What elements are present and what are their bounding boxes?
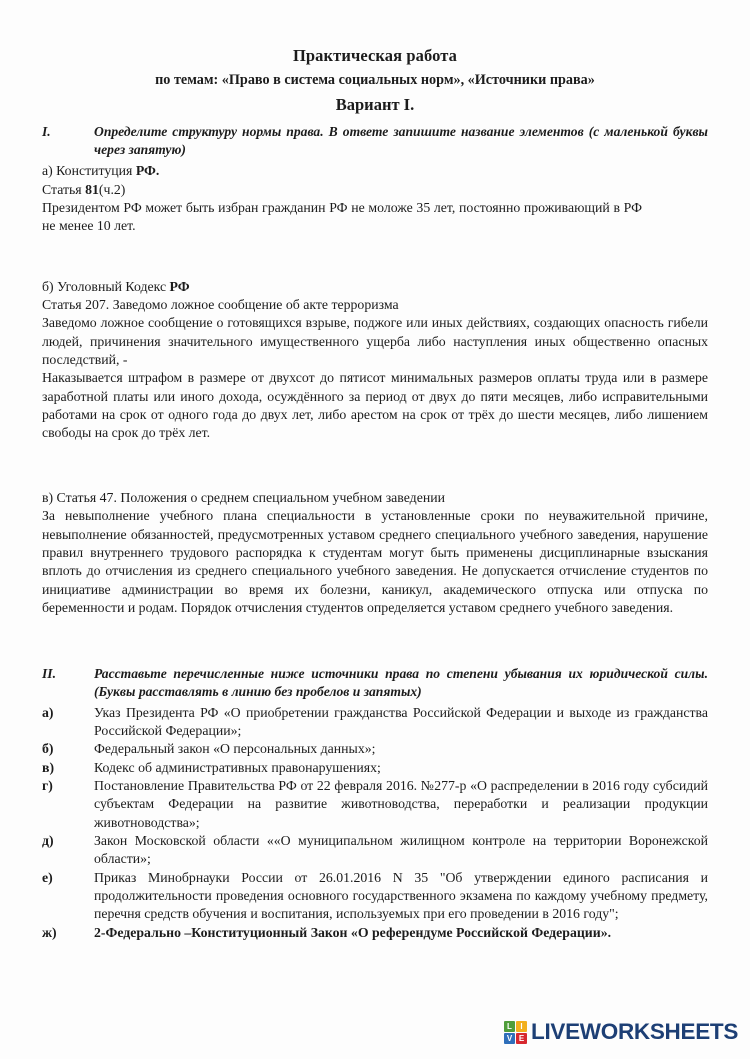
list-item <box>42 869 708 924</box>
list-item-text: Постановление Правительства РФ от 22 февраля 2016. №277-р «О распределении в 2016 году субсидий субъектам Федерации на развитие животноводства, переработки и реализации продукции животноводства»; <box>94 777 708 830</box>
item-b-body-2: Наказывается штрафом в размере от двухсот до пятисот минимальных размеров оплаты труда или в размере заработной платы или иного дохода, осуждённого за период от двух до пяти месяцев, либо исправительными работами на срок от одного года до двух лет, либо арестом на срок от трёх до шести месяцев, либо лишением свободы на срок до трёх лет. <box>42 370 708 441</box>
list-item-text: Кодекс об административных правонарушениях; <box>94 759 381 775</box>
item-b-label-bold: РФ <box>169 278 190 294</box>
item-v-article: в) Статья 47. Положения о среднем специальном учебном заведении <box>42 489 445 505</box>
variant-heading: Вариант I. <box>335 95 415 115</box>
list-item <box>42 740 708 758</box>
list-item-text: Федеральный закон «О персональных данных»; <box>94 741 376 757</box>
logo-cell-l: L <box>504 1021 515 1032</box>
list-item <box>42 759 708 777</box>
item-a-article-part: (ч.2) <box>98 181 126 197</box>
item-a-label-text: а) Конституция <box>42 163 136 179</box>
list-item-text: Закон Московской области ««О муниципальном жилищном контроле на территории Воронежской области»; <box>94 832 708 867</box>
list-item-text: Приказ Минобрнауки России от 26.01.2016 N 35 "Об утверждении единого расписания и продолжительности проведения основного государственного экзамена по каждому учебному предмету, перечня средств обучения и воспитания, используемых при его проведении в 2016 году"; <box>94 869 708 922</box>
item-a-article <box>42 181 708 199</box>
list-item-marker: е) <box>42 869 53 885</box>
list-item-text: Указ Президента РФ «О приобретении гражданства Российской Федерации и выходе из гражданства Российской Федерации»; <box>94 704 708 738</box>
list-item-marker: в) <box>42 759 55 775</box>
item-b-body-1: Заведомо ложное сообщение о готовящихся взрыве, поджоге или иных действиях, создающих опасность гибели людей, причинения значительного имущественного ущерба либо наступления иных общественно опасных последствий, - <box>42 315 708 368</box>
task-1-item-v <box>42 489 708 617</box>
list-item <box>42 924 708 942</box>
page-title: Практическая работа <box>292 46 458 65</box>
item-b-article: Статья 207. Заведомо ложное сообщение об акте терроризма <box>42 297 399 313</box>
task-2-instruction: Расставьте перечисленные ниже источники права по степени убывания их юридической силы. (Буквы расставлять в линию без пробелов и запятых) <box>94 666 708 699</box>
list-item-marker: д) <box>42 832 54 848</box>
list-item-text: 2-Федерально –Конституционный Закон «О референдуме Российской Федерации». <box>94 924 612 940</box>
list-item <box>42 777 708 832</box>
list-item-marker: а) <box>42 704 54 720</box>
task-1-number: I. <box>42 124 51 139</box>
item-b-label-text: б) Уголовный Кодекс <box>42 278 170 294</box>
logo-cell-e: E <box>516 1033 527 1044</box>
task-2-number: II. <box>42 666 56 682</box>
logo-cell-i: I <box>516 1021 527 1032</box>
logo-cell-v: V <box>504 1033 515 1044</box>
item-a-label <box>42 162 708 180</box>
liveworksheets-wordmark: LIVEWORKSHEETS <box>531 1019 739 1045</box>
task-2-section <box>42 665 708 942</box>
task-1-heading <box>42 123 708 158</box>
task-2-heading <box>42 665 708 700</box>
list-item-marker: б) <box>42 741 54 757</box>
page-subtitle: по темам: «Право в система социальных норм», «Источники права» <box>155 71 595 88</box>
item-a-article-prefix: Статья <box>42 181 86 197</box>
item-a-article-number: 81 <box>85 181 99 197</box>
list-item <box>42 832 708 869</box>
task-1-item-b <box>42 278 708 443</box>
item-v-body: За невыполнение учебного плана специальности в установленные сроки по неуважительной причине, невыполнение обязанностей, предусмотренных уставом среднего специального учебного заведения, нарушение правил внутреннего трудового распорядка к студентам могут быть применены дисциплинарные взыскания вплоть до отчисления из среднего специального учебного заведения. Не допускается отчисление студентов по инициативе администрации во время их болезни, каникул, академического отпуска или отпуска по беременности и родам. Порядок отчисления студентов определяется уставом среднего учебного заведения. <box>42 508 708 615</box>
task-1-item-a <box>42 162 708 235</box>
task-1-instruction: Определите структуру нормы права. В ответе запишите название элементов (с маленькой буквы через запятую) <box>94 124 708 157</box>
list-item-marker: г) <box>42 777 53 793</box>
liveworksheets-logo <box>504 1021 738 1044</box>
item-a-body: Президентом РФ может быть избран гражданин РФ не моложе 35 лет, постоянно проживающий в РФ не менее 10 лет. <box>42 200 642 234</box>
list-item <box>42 704 708 741</box>
item-a-label-bold: РФ. <box>135 163 160 179</box>
item-b-label <box>42 278 708 296</box>
liveworksheets-mark-icon <box>504 1021 527 1044</box>
list-item-marker: ж) <box>42 924 57 940</box>
